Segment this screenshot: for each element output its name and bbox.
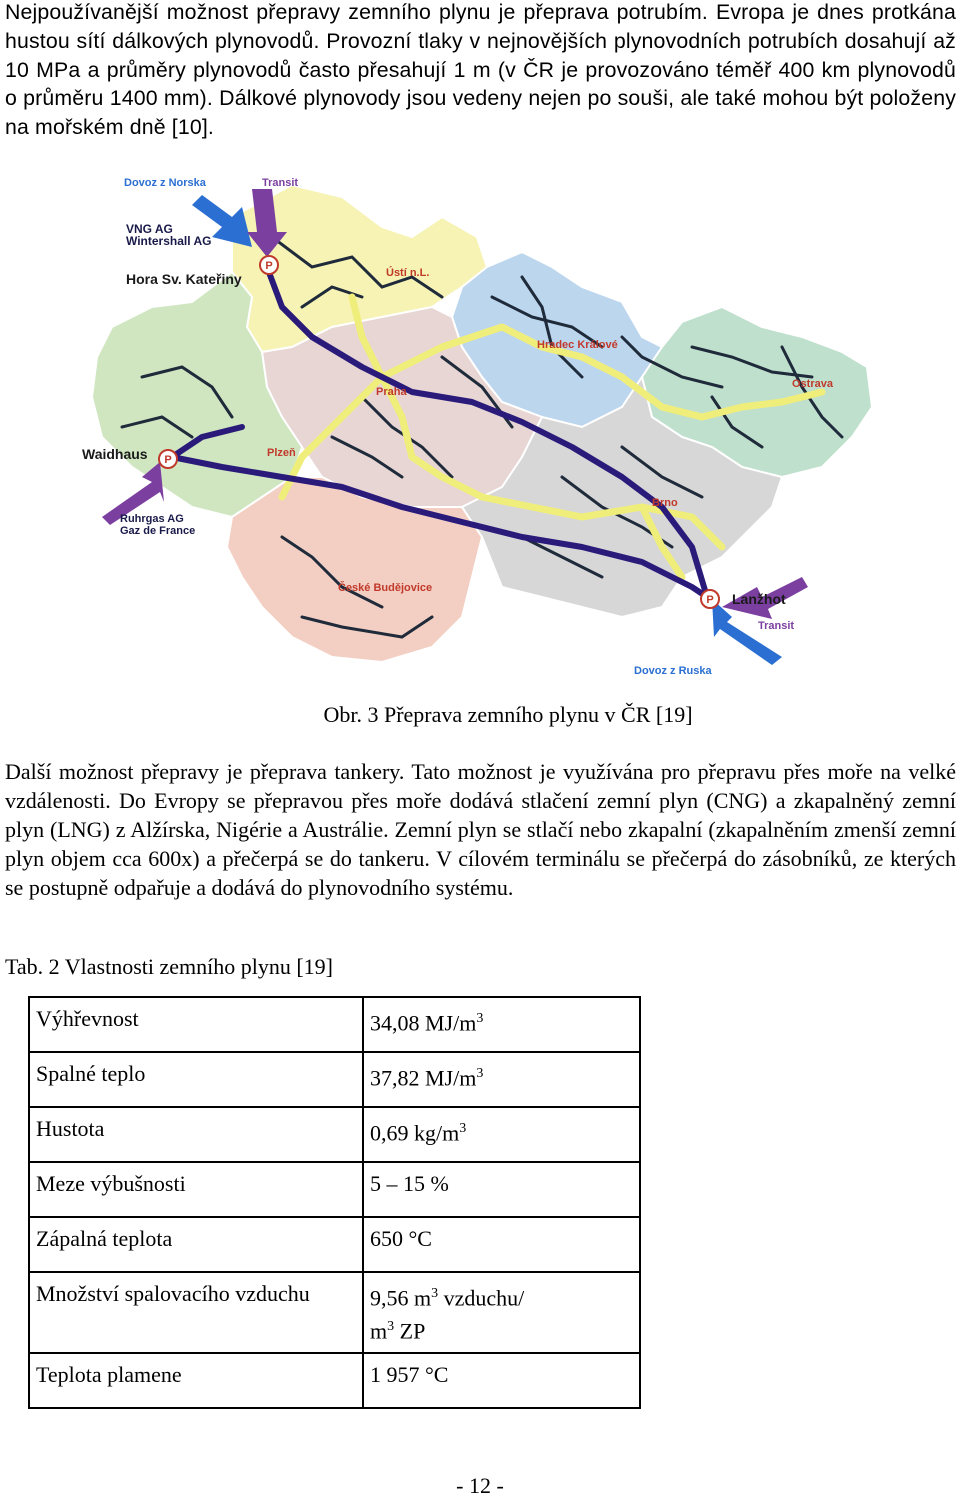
property-value: 37,82 $MJ/m^3$: [363, 1052, 640, 1107]
property-value: 9,56 $m^3$ vzduchu/ $m^3$ ZP: [363, 1272, 640, 1353]
property-value: 34,08 $MJ/m^3$: [363, 997, 640, 1052]
table-title: Tab. 2 Vlastnosti zemního plynu [19]: [5, 954, 334, 979]
table-row: [29, 1217, 640, 1272]
property-value: 1 957 °C: [363, 1353, 640, 1408]
property-value: 5 – 15 %: [363, 1162, 640, 1217]
body-paragraph: Další možnost přepravy je přeprava tankery. Tato možnost je využívána pro přepravu přes moře na velké vzdálenosti. Do Evropy se přepravou přes moře dodává stlačení zemní plyn (CNG) a zkapalněný zemní plyn (LNG) z Alžírska, Nigérie a Austrálie. Zemní plyn se stlačí nebo zkapalní (zkapalněním zmenší zemní plyn objem cca 600x) a přečerpá se do tankeru. V cílovém terminálu se přečerpá do zásobníků, ze kterých se postupně odpařuje a dodává do plynovodního systému.: [5, 759, 956, 900]
property-value: 0,69 $kg/m^3$: [363, 1107, 640, 1162]
map-label-import-norway: Dovoz z Norska: [124, 177, 206, 189]
property-value: 650 °C: [363, 1217, 640, 1272]
property-name: Množství spalovacího vzduchu: [29, 1272, 363, 1353]
map-label-plzen: Plzeň: [267, 447, 296, 459]
table-row: [29, 1353, 640, 1408]
map-label-waidhaus: Waidhaus: [82, 446, 148, 462]
map-label-ostrava: Ostrava: [792, 378, 833, 390]
svg-text:P: P: [706, 594, 714, 606]
map-label-hradec: Hradec Králové: [537, 339, 618, 351]
property-name: Výhřevnost: [29, 997, 363, 1052]
map-label-ruhrgas: Ruhrgas AG: [120, 513, 184, 525]
map-label-brno: Brno: [652, 497, 678, 509]
figure-caption: Obr. 3 Přeprava zemního plynu v ČR [19]: [323, 702, 693, 727]
table-row: [29, 1272, 640, 1353]
compressor-station-marker: [159, 450, 177, 468]
page-number: - 12 -: [456, 1473, 504, 1498]
table-row: [29, 997, 640, 1052]
table-row: [29, 1052, 640, 1107]
property-name: Hustota: [29, 1107, 363, 1162]
map-label-vng: VNG AG: [126, 222, 173, 236]
property-name: Spalné teplo: [29, 1052, 363, 1107]
intro-paragraph: Nejpoužívanější možnost přepravy zemního plynu je přeprava potrubím. Evropa je dnes protkána hustou sítí dálkových plynovodů. Provozní tlaky v nejnovějších plynovodních potrubích dosahují až 10 MPa a průměry plynovodů často přesahují 1 m (v ČR je provozováno téměř 400 km plynovodů o průměru 1400 mm). Dálkové plynovody jsou vedeny nejen po souši, ale také mohou být položeny na mořském dně [10].: [5, 0, 956, 140]
property-name: Zápalná teplota: [29, 1217, 363, 1272]
compressor-station-marker: [701, 590, 719, 608]
map-svg: [82, 177, 878, 676]
svg-text:P: P: [164, 454, 172, 466]
table-row: [29, 1107, 640, 1162]
properties-table: [28, 996, 641, 1409]
map-label-gaz-de-france: Gaz de France: [120, 525, 196, 537]
map-label-transit-top: Transit: [262, 177, 299, 189]
map-label-usti: Ústí n.L.: [386, 267, 430, 279]
map-label-ceske-budejovice: České Budějovice: [338, 582, 433, 594]
compressor-station-marker: [260, 256, 278, 274]
map-label-praha: Praha: [376, 386, 407, 398]
property-name: Teplota plamene: [29, 1353, 363, 1408]
property-name: Meze výbušnosti: [29, 1162, 363, 1217]
map-label-lanzhot: Lanžhot: [732, 591, 786, 607]
map-label-hora: Hora Sv. Kateřiny: [126, 271, 242, 287]
map-label-wintershall: Wintershall AG: [126, 234, 212, 248]
map-label-import-russia: Dovoz z Ruska: [634, 665, 712, 676]
map-label-transit-bottom: Transit: [758, 620, 795, 632]
svg-text:P: P: [265, 260, 273, 272]
table-row: [29, 1162, 640, 1217]
gas-transport-map: [82, 177, 878, 676]
